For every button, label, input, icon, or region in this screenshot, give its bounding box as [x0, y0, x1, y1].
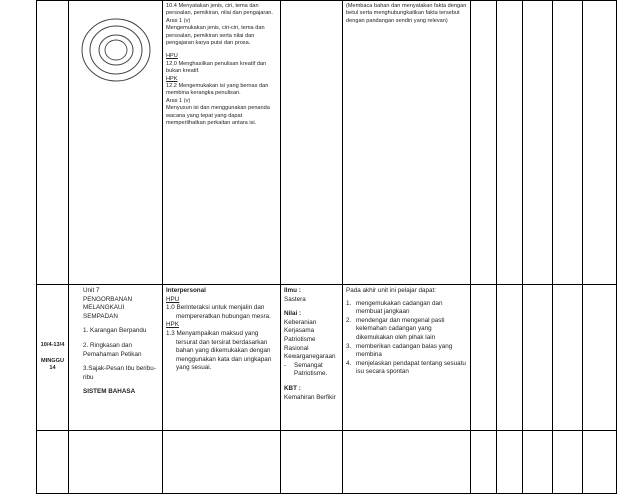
activity-text: mengemukakan cadangan dan membuat jangkaan [356, 299, 443, 316]
bullet-marker: - [284, 361, 287, 369]
unit-cell-2 [69, 285, 163, 431]
activities-cell-2 [343, 285, 471, 431]
activity-number: 4. [346, 359, 352, 367]
activity-number: 1. [346, 299, 352, 307]
skills-cell-2 [163, 285, 281, 431]
unit-line: Unit 7 [83, 287, 100, 294]
objective-line: Mengemukakan jenis, ciri-ciri, tema dan persoalan, pemikiran serta nilai dan pengajaran karya puisi dan prosa. [166, 25, 265, 47]
ring-image [69, 1, 162, 85]
activity-item [346, 300, 467, 317]
empty-cell [583, 1, 617, 285]
table-row-2 [37, 285, 617, 431]
element-line: Kemahiran Berfikir [284, 393, 336, 401]
table-row-1 [37, 1, 617, 285]
skill-line: HPU [166, 295, 180, 303]
objective-line: 12.2 Mengemukakan isi yang bernas dan membina kerangka penulisan. [166, 83, 269, 97]
week-cell-2 [37, 285, 69, 431]
empty-cell [471, 1, 497, 285]
objective-line: Aras 1 (v) [166, 17, 191, 24]
week-label: MINGGU [41, 357, 64, 364]
week-cell-1 [37, 1, 69, 285]
empty-cell [583, 431, 617, 494]
element-line: Ilmu : [284, 287, 301, 294]
table-row-3 [37, 431, 617, 494]
skill-line: mempereratkan hubungan mesra. [176, 312, 271, 320]
skill-line: Interpersonal [166, 287, 206, 294]
empty-cell [553, 431, 583, 494]
objectives-cell-1 [163, 1, 281, 285]
empty-cell [69, 431, 163, 494]
skill-line: tersurat dan tersirat berdasarkan bahan yang dikemukakan dengan menggunakan kata dan ungkapan yang sesuai. [176, 338, 272, 372]
empty-cell [471, 285, 497, 431]
empty-cell [37, 431, 69, 494]
element-line: KBT : [284, 384, 301, 392]
unit-line: 1. Karangan Berpandu [83, 327, 147, 335]
activity-item [346, 343, 467, 360]
empty-cell [583, 285, 617, 431]
activity-number: 2. [346, 316, 352, 324]
unit-line: SISTEM BAHASA [83, 388, 136, 396]
activity-line: (Membaca bahan dan menyatakan fakta dengan betul serta menghubungkaitkan fakta tersebut dengan pandangan sendiri yang relevan) [346, 3, 467, 24]
empty-cell [553, 1, 583, 285]
empty-cell [523, 285, 553, 431]
element-line: Nilai : [284, 310, 302, 318]
unit-cell-1 [69, 1, 163, 285]
skill-line: 1.3 Menyampaikan maksud yang [166, 329, 259, 337]
activity-text: menjelaskan pendapat tentang sesuatu isu secara spontan [356, 359, 466, 376]
activity-text: memberikan cadangan balas yang membina [356, 342, 453, 359]
objective-line: HPU [166, 53, 178, 60]
activity-number: 3. [346, 342, 352, 350]
element-line: Rasional [284, 344, 309, 352]
objective-line: 10.4 Menyatakan jenis, ciri, tema dan persoalan, pemikiran, nilai dan pengajaran. [166, 3, 273, 17]
empty-cell [471, 431, 497, 494]
activities-intro: Pada akhir unit ini pelajar dapat: [346, 287, 436, 294]
activity-item [346, 317, 467, 343]
activities-list [346, 300, 467, 377]
empty-cell [523, 1, 553, 285]
element-bullet [284, 362, 339, 379]
elements-cell-1 [281, 1, 343, 285]
element-line: Sastera [284, 295, 306, 303]
empty-cell [523, 431, 553, 494]
empty-cell [281, 431, 343, 494]
empty-cell [553, 285, 583, 431]
unit-line: 3.Sajak-Pesan Ibu beribu-ribu [83, 365, 156, 381]
unit-line: 2. Ringkasan dan Pemahaman Petikan [83, 341, 142, 358]
empty-cell [497, 431, 523, 494]
objective-line: Menyusun isi dan menggunakan penanda wacana yang tepat yang dapat memperlihatkan perkaitan antara isi. [166, 105, 270, 127]
week-number: 14 [49, 365, 56, 372]
element-text: Semangat Patriotisme. [294, 361, 328, 378]
empty-cell [163, 431, 281, 494]
lesson-plan-table [36, 0, 617, 494]
empty-cell [497, 285, 523, 431]
element-line: Patriotisme [284, 335, 316, 343]
element-line: Keberanian [284, 318, 317, 326]
week-dates: 10/4-13/4 [40, 342, 65, 349]
elements-cell-2 [281, 285, 343, 431]
objective-line: Aras 1 (v) [166, 97, 191, 104]
activity-text: mendengar dan mengenal pasti kelemahan cadangan yang dikemukakan oleh pihak lain [356, 316, 445, 341]
empty-cell [497, 1, 523, 285]
empty-cell [343, 431, 471, 494]
element-line: Kewarganegaraan [284, 353, 336, 361]
activity-item [346, 360, 467, 377]
objective-line: HPK [166, 75, 178, 82]
skill-line: HPK [166, 321, 179, 329]
skill-line: 1.0 Berinteraksi untuk menjalin dan [166, 304, 265, 312]
objective-line: 12.0 Menghasilkan penulisan kreatif dan bukan kreatif. [166, 60, 267, 75]
element-line: Kerjasama [284, 327, 315, 335]
activities-cell-1 [343, 1, 471, 285]
unit-line: PENGORBANAN MELANGKAUI SEMPADAN [83, 295, 132, 320]
